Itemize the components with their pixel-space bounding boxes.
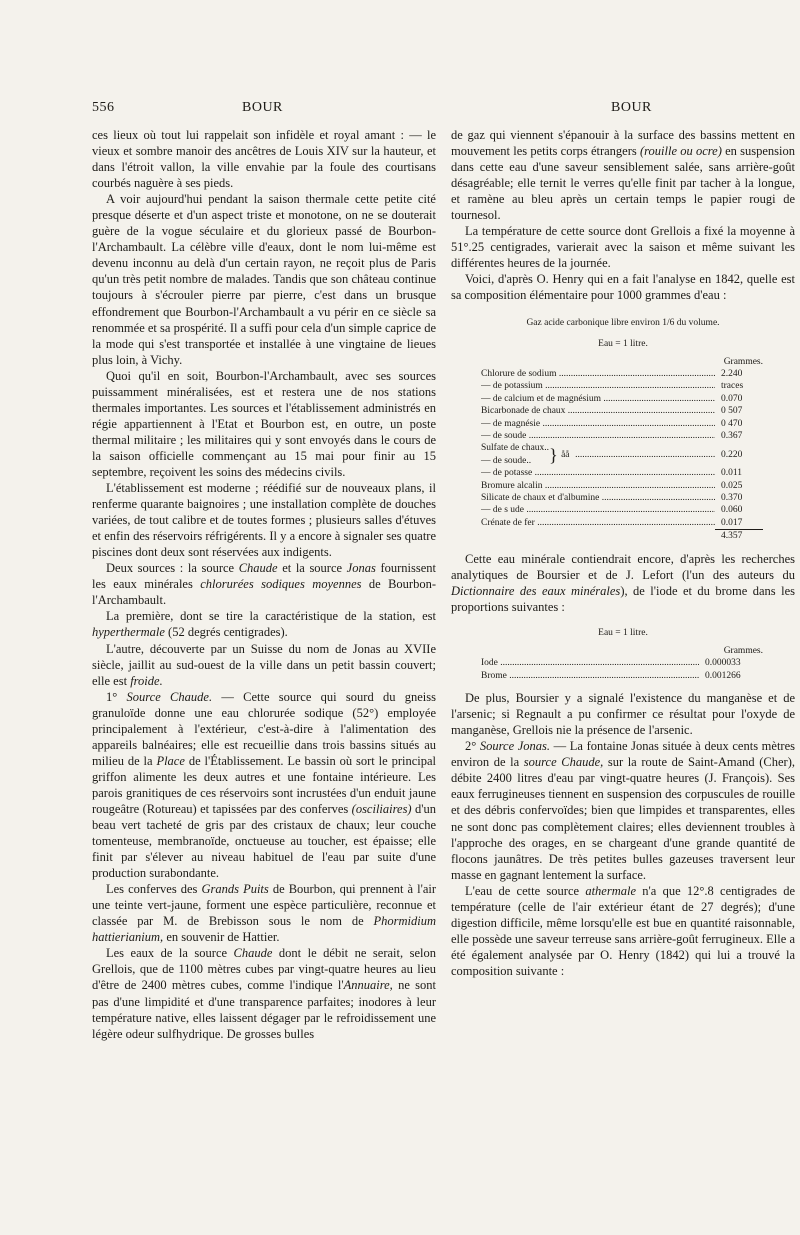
paragraph: Cette eau minérale contiendrait encore, d'après les recherches analytiques de Boursier et de J. Lefort (l'un des auteurs du Dictionnaire des eaux minérales), de l'iode et du brome dans les proportions suivantes :	[451, 551, 795, 614]
unit-label: Grammes.	[723, 645, 763, 656]
paragraph: L'établissement est moderne ; réédifié sur de nouveaux plans, il renferme quarante baignoires ; une installation complète de douches variées, de tout calibre et de toutes formes ; plusieurs salles d'étuves et enfin des réservoirs réfrigérents. Il y a encore à signaler ses quatre piscines dont deux sont réservées aux indigents.	[92, 481, 436, 560]
table-caption: Gaz acide carbonique libre environ 1/6 du volume.	[526, 317, 720, 328]
paragraph: De plus, Boursier y a signalé l'existence du manganèse et de l'arsenic; si Regnault a pu confirmer ce résultat pour l'oxyde de manganèse, Grellois nie la présence de l'arsenic.	[451, 691, 795, 738]
analysis-table	[481, 356, 763, 543]
page-number: 556	[92, 100, 115, 115]
paragraph: 1° Source Chaude. — Cette source qui sourd du gneiss granuloïde donne une eau chlorurée sodique (52°) employée principalement à l'extérieur, c'est-à-dire à l'alimentation des appareils balnéaires; elle est recueillie dans trois bassins situés au milieu de la Place de l'Établissement. Le bassin où sort le principal griffon alimente les deux autres et une fontaine intérieure. Les parois granitiques de ces réservoirs sont incrustées d'un enduit jaune rougeâtre (Rotureau) et tapissées par des conferves (osciliaires) d'un beau vert tacheté de gris par des cristaux de chaux; leur couche tomenteuse, membranoïde, onctueuse au toucher, est épaisse; elle finit par s'élever au niveau habituel de l'eau par suite d'une production surabondante.	[92, 689, 437, 881]
table-row: — de calcium et de magnésium ..... 0.070	[481, 393, 763, 405]
brace-icon: }	[549, 444, 558, 465]
table-row: Brome ..... 0.001266	[481, 670, 763, 682]
right-column	[451, 127, 795, 979]
table-row: Bicarbonade de chaux ..... 0 507	[481, 405, 763, 417]
table-row: Bromure alcalin ..... 0.025	[481, 480, 763, 492]
unit-label: Grammes.	[723, 356, 763, 367]
paragraph: A voir aujourd'hui pendant la saison thermale cette petite cité presque déserte et d'un aspect triste et monotone, on ne se douterait guère de la vogue séculaire et du glorieux passé de Bourbon-l'Archambault. La célèbre ville d'eaux, dont le nom lui-même est devenu inconnu au delà d'un certain rayon, ne reçoit plus de Paris qu'un très petit nombre de malades. Tandis que son château continue toujours à s'écrouler pierre par pierre, c'est dans un brusque effondrement que Bourbon-l'Archambault a vu périr en ce siècle sa renommée et sa prospérité. Il a suffi pour cela d'un simple caprice de la mode qui s'est transportée et installée à une vingtaine de lieues plus loin, à Vichy.	[92, 192, 436, 367]
paragraph: L'eau de cette source athermale n'a que 12°.8 centigrades de température (celle de l'air extérieur étant de 27 degrés); d'une digestion difficile, même lorsqu'elle est bue en quantité raisonnable, elle possède une saveur terreuse sans arrière-goût ferrugineux. Elle a été également analysée par O. Henry (1842) qui lui a trouvé la composition suivante :	[451, 883, 796, 978]
paragraph: Voici, d'après O. Henry qui en a fait l'analyse en 1842, quelle est sa composition élémentaire pour 1000 grammes d'eau :	[451, 272, 795, 303]
paragraph: ces lieux où tout lui rappelait son infidèle et royal amant : — le vieux et sombre manoir des ancêtres de Louis XIV sur la hauteur, et dans l'étroit vallon, la ville envahie par la foule des courtisans courbés naguère à ses pieds.	[92, 128, 436, 191]
table-row: Crénate de fer ..... 0.017	[481, 517, 763, 529]
table-row: Chlorure de sodium ..... 2.240	[481, 368, 763, 380]
table-row: — de s ude ..... 0.060	[481, 504, 763, 516]
table-row: — de potasse ..... 0.011	[481, 467, 763, 479]
table-row: — de potassium ..... traces	[481, 380, 763, 392]
running-head-left: BOUR	[242, 100, 283, 115]
paragraph: de gaz qui viennent s'épanouir à la surface des bassins mettent en mouvement les petits corps étrangers (rouille ou ocre) en suspension dans cette eau d'une saveur sensiblement salée, sans arrière-goût désagréable; elle ternit le verres qu'elle finit par tacher à la longue, et ramène au bleu après un certain temps le papier rougi de tournesol.	[451, 128, 795, 223]
table-row: Iode ..... 0.000033	[481, 657, 763, 669]
running-head-right: BOUR	[611, 100, 652, 115]
table-row: — de magnésie ..... 0 470	[481, 418, 763, 430]
iodine-table	[481, 645, 763, 682]
paragraph: L'autre, découverte par un Suisse du nom de Jonas au XVIIe siècle, jaillit au sud-ouest de la ville dans un petit bassin couvert; elle est froide.	[92, 641, 436, 688]
paragraph: La première, dont se tire la caractéristique de la station, est hyperthermale (52 degrés centigrades).	[92, 609, 436, 640]
left-column	[92, 127, 436, 1042]
table-subcaption: Eau = 1 litre.	[598, 627, 648, 638]
paragraph: La température de cette source dont Grellois a fixé la moyenne à 51°.25 centigrades, varierait avec la saison et même suivant les différentes heures de la journée.	[451, 224, 795, 271]
paragraph: Les conferves des Grands Puits de Bourbon, qui prennent à l'air une teinte vert-jaune, forment une espèce particulière, reconnue et classée par M. de Brebisson sous le nom de Phormidium hattierianium, en souvenir de Hattier.	[92, 882, 437, 945]
table-total: 4.357	[481, 529, 763, 542]
table-row: — de soude ..... 0.367	[481, 430, 763, 442]
bracketed-row: Sulfate de chaux.. — de soude.. } åå ..... 0.220	[481, 442, 763, 467]
paragraph: 2° Source Jonas. — La fontaine Jonas située à deux cents mètres environ de la source Chaude, sur la route de Saint-Amand (Cher), débite 2400 litres d'eau par vingt-quatre heures (J. François). Ses eaux ferrugineuses tiennent en suspension des corpuscules de rouille et des débris confervoïdes; bien que limpides et transparentes, elles ne sont donc pas complètement claires; elles deviennent troubles à l'approche des orages, en se chargeant d'une grande quantité de flocons jaunâtres. De très petites bulles gazeuses traversent leur masse en gagnant lentement la surface.	[451, 739, 796, 882]
paragraph: Quoi qu'il en soit, Bourbon-l'Archambault, avec ses sources puissamment minéralisées, est et restera une de nos stations thermales importantes. Les sources et l'établissement administrés en régie appartiennent à l'Etat et Bourbon est, en outre, un poste thermal militaire ; les militaires qui y sont envoyés dans le cours de la saison officielle commençant au 15 mai pour finir au 15 septembre, reçoivent les soins des médecins civils.	[92, 368, 436, 479]
paragraph: Deux sources : la source Chaude et la source Jonas fournissent les eaux minérales chlorurées sodiques moyennes de Bourbon-l'Archambault.	[92, 561, 436, 608]
table-row: Silicate de chaux et d'albumine ..... 0.370	[481, 492, 763, 504]
paragraph: Les eaux de la source Chaude dont le débit ne serait, selon Grellois, que de 1100 mètres cubes par vingt-quatre heures au lieu d'être de 2400 mètres cubes, comme l'indique l'Annuaire, ne sont pas d'une limpidité et d'une transparence parfaites; inodores à leur température native, elles laissent dégager par le refroidissement une légère odeur sulfhydrique. De grosses bulles	[92, 946, 436, 1041]
table-subcaption: Eau = 1 litre.	[598, 338, 648, 349]
